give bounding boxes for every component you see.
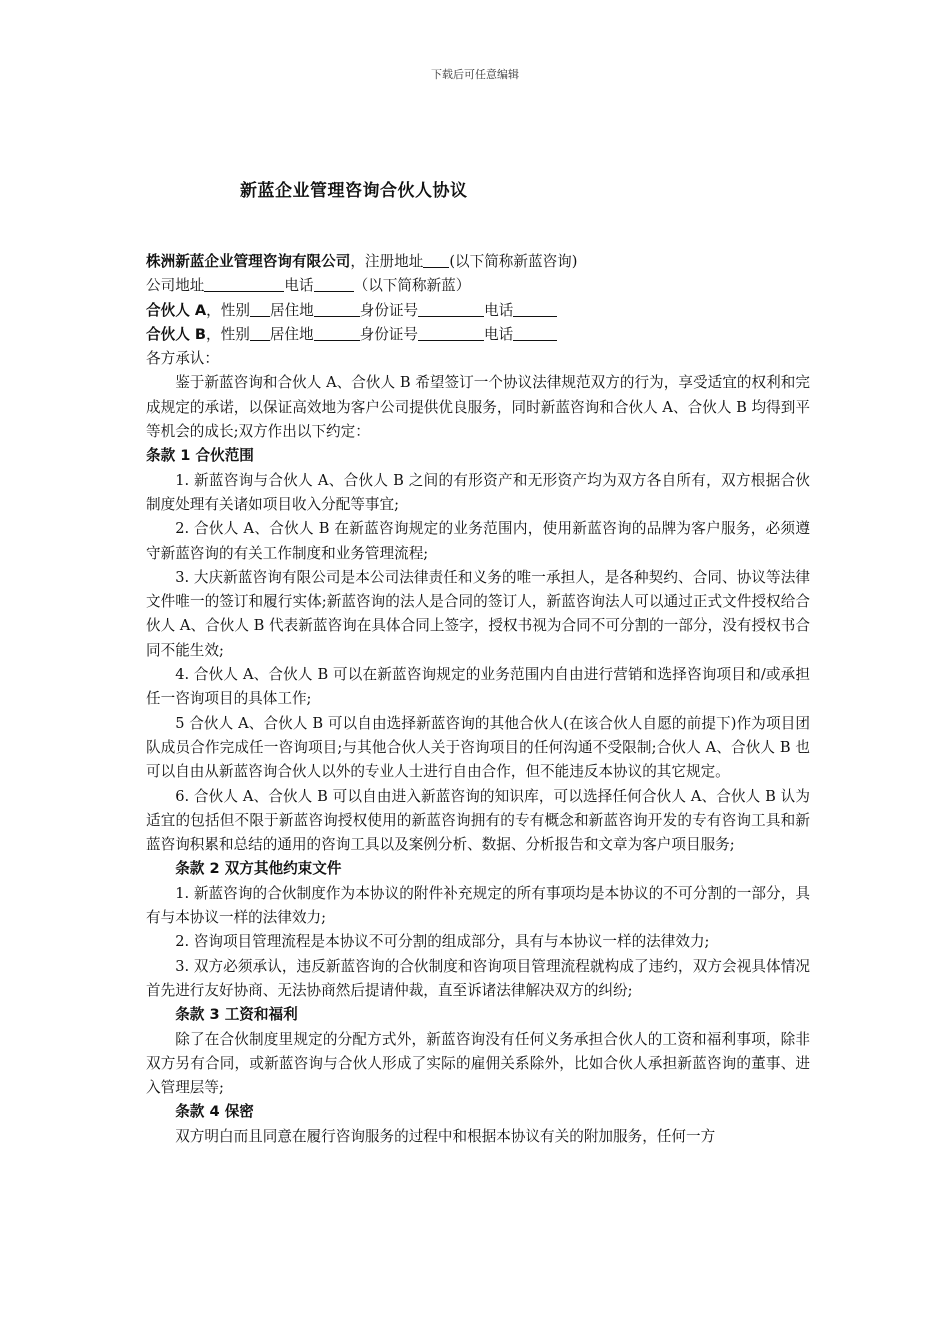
partner-a-gender-label: ，性别 bbox=[206, 301, 250, 319]
partner-b-id-blank bbox=[418, 324, 484, 341]
document-title: 新蓝企业管理咨询合伙人协议 bbox=[240, 181, 468, 201]
partner-a-residence-label: 居住地 bbox=[269, 301, 314, 319]
partner-b-residence-label: 居住地 bbox=[269, 325, 314, 343]
partner-a-gender-blank bbox=[250, 300, 270, 317]
partner-b-id-label: 身份证号 bbox=[359, 325, 418, 343]
document-body bbox=[146, 250, 810, 1149]
partner-a-line bbox=[146, 299, 810, 323]
clause-3-heading: 条款 3 工资和福利 bbox=[175, 1006, 298, 1024]
partner-a-id-blank bbox=[418, 300, 484, 317]
company-address-line bbox=[146, 274, 810, 298]
clause-2-heading: 条款 2 双方其他约束文件 bbox=[175, 860, 342, 878]
party-company-line bbox=[146, 250, 810, 274]
reg-address-blank bbox=[423, 251, 449, 268]
partner-a-residence-blank bbox=[314, 300, 360, 317]
partner-b-phone-blank bbox=[513, 324, 557, 341]
header-note: 下载后可任意编辑 bbox=[431, 68, 519, 81]
clause-2-item: 2. 咨询项目管理流程是本协议不可分割的组成部分，具有与本协议一样的法律效力; bbox=[175, 933, 710, 951]
partner-b-phone-label: 电话 bbox=[483, 325, 514, 343]
clause-1-item: 1. 新蓝咨询与合伙人 A、合伙人 B 之间的有形资产和无形资产均为双方各自所有，双方根据合伙制度处理有关诸如项目收入分配等事宜; bbox=[146, 471, 810, 513]
clause-4-heading: 条款 4 保密 bbox=[175, 1103, 254, 1121]
company-address-blank bbox=[204, 275, 284, 292]
company-address-label: 公司地址 bbox=[146, 277, 205, 295]
partner-a-phone-label: 电话 bbox=[484, 301, 514, 319]
partner-b-name: 合伙人 B bbox=[146, 325, 206, 343]
clause-1-item: 3. 大庆新蓝咨询有限公司是本公司法律责任和义务的唯一承担人，是各种契约、合同、协议等法律文件唯一的签订和履行实体;新蓝咨询的法人是合同的签订人，新蓝咨询法人可以通过正式文件授权给合伙人 A、合伙人 B 代表新蓝咨询在具体合同上签字，授权书视为合同不可分割的一部分，没有授权书合同不能生效; bbox=[146, 568, 810, 659]
preamble-paragraph: 鉴于新蓝咨询和合伙人 A、合伙人 B 希望签订一个协议法律规范双方的行为，享受适宜的权利和完成规定的承诺，以保证高效地为客户公司提供优良服务，同时新蓝咨询和合伙人 A、合伙人 B 均得到平等机会的成长;双方作出以下约定： bbox=[146, 374, 810, 441]
clause-4-text: 双方明白而且同意在履行咨询服务的过程中和根据本协议有关的附加服务，任何一方 bbox=[175, 1127, 716, 1145]
clause-1-item: 4. 合伙人 A、合伙人 B 可以在新蓝咨询规定的业务范围内自由进行营销和选择咨询项目和/或承担任一咨询项目的具体工作; bbox=[146, 666, 810, 708]
company-name: 株洲新蓝企业管理咨询有限公司 bbox=[146, 253, 351, 270]
clause-1-heading: 条款 1 合伙范围 bbox=[146, 447, 254, 465]
company-phone-label: 电话 bbox=[284, 277, 314, 295]
commitment-label: 各方承认： bbox=[146, 350, 219, 368]
reg-suffix: (以下简称新蓝咨询) bbox=[449, 253, 578, 270]
company-phone-blank bbox=[314, 275, 354, 292]
clause-1-item: 2. 合伙人 A、合伙人 B 在新蓝咨询规定的业务范围内，使用新蓝咨询的品牌为客户服务，必须遵守新蓝咨询的有关工作制度和业务管理流程; bbox=[146, 520, 810, 562]
partner-b-gender-label: ，性别 bbox=[206, 325, 250, 343]
clause-1-item: 6. 合伙人 A、合伙人 B 可以自由进入新蓝咨询的知识库，可以选择任何合伙人 A、合伙人 B 认为适宜的包括但不限于新蓝咨询授权使用的新蓝咨询拥有的专有概念和新蓝咨询开发的专有咨询工具和新蓝咨询积累和总结的通用的咨询工具以及案例分析、数据、分析报告和文章为客户项目服务; bbox=[146, 787, 810, 854]
partner-b-gender-blank bbox=[250, 324, 270, 341]
partner-a-phone-blank bbox=[513, 300, 557, 317]
partner-a-name: 合伙人 A bbox=[146, 301, 207, 319]
clause-2-item: 1. 新蓝咨询的合伙制度作为本协议的附件补充规定的所有事项均是本协议的不可分割的一部分，具有与本协议一样的法律效力; bbox=[146, 884, 810, 927]
clause-3-text: 除了在合伙制度里规定的分配方式外，新蓝咨询没有任何义务承担合伙人的工资和福利事项，除非双方另有合同，或新蓝咨询与合伙人形成了实际的雇佣关系除外，比如合伙人承担新蓝咨询的董事、进入管理层等; bbox=[146, 1030, 810, 1097]
partner-b-line bbox=[146, 323, 810, 347]
reg-address-label: ，注册地址 bbox=[350, 253, 424, 270]
company-suffix: （以下简称新蓝） bbox=[353, 277, 471, 295]
clause-2-item: 3. 双方必须承认，违反新蓝咨询的合伙制度和咨询项目管理流程就构成了违约，双方会视具体情况首先进行友好协商、无法协商然后提请仲裁，直至诉诸法律解决双方的纠纷; bbox=[146, 957, 810, 999]
partner-a-id-label: 身份证号 bbox=[359, 301, 419, 319]
partner-b-residence-blank bbox=[314, 324, 360, 341]
clause-1-item: 5 合伙人 A、合伙人 B 可以自由选择新蓝咨询的其他合伙人(在该合伙人自愿的前提下)作为项目团队成员合作完成任一咨询项目;与其他合伙人关于咨询项目的任何沟通不受限制;合伙人 A、合伙人 B 也可以自由从新蓝咨询合伙人以外的专业人士进行自由合作，但不能违反本协议的其它规定。 bbox=[146, 714, 810, 781]
